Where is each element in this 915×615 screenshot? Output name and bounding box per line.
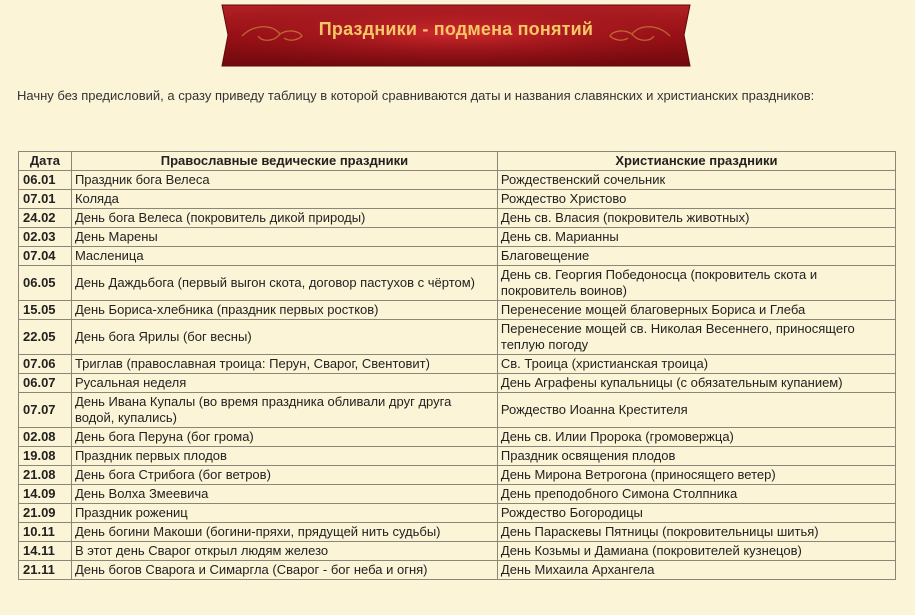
table-row: [19, 561, 896, 580]
christian-holiday-cell: День Михаила Архангела: [497, 561, 895, 580]
slavic-holiday-cell: Праздник рожениц: [71, 504, 497, 523]
slavic-holiday-cell: День бога Перуна (бог грома): [71, 428, 497, 447]
column-header-slavic: Православные ведические праздники: [71, 152, 497, 171]
date-cell: 07.06: [19, 355, 72, 374]
intro-text: Начну без предисловий, а сразу приведу таблицу в которой сравниваются даты и названия славянских и христианских праздников:: [17, 88, 815, 103]
table-row: [19, 428, 896, 447]
table-row: [19, 523, 896, 542]
slavic-holiday-cell: День Марены: [71, 228, 497, 247]
table-row: [19, 393, 896, 428]
table-row: [19, 542, 896, 561]
christian-holiday-cell: Рождественский сочельник: [497, 171, 895, 190]
table-row: [19, 504, 896, 523]
date-cell: 02.08: [19, 428, 72, 447]
slavic-holiday-cell: День богини Макоши (богини-пряхи, прядущей нить судьбы): [71, 523, 497, 542]
slavic-holiday-cell: Коляда: [71, 190, 497, 209]
table-row: [19, 320, 896, 355]
table-header-row: [19, 152, 896, 171]
column-header-christian: Христианские праздники: [497, 152, 895, 171]
page-title: Праздники - подмена понятий: [318, 19, 594, 39]
table-row: [19, 301, 896, 320]
slavic-holiday-cell: В этот день Сварог открыл людям железо: [71, 542, 497, 561]
date-cell: 06.05: [19, 266, 72, 301]
date-cell: 19.08: [19, 447, 72, 466]
christian-holiday-cell: Св. Троица (христианская троица): [497, 355, 895, 374]
date-cell: 15.05: [19, 301, 72, 320]
christian-holiday-cell: День Мирона Ветрогона (приносящего ветер): [497, 466, 895, 485]
date-cell: 21.08: [19, 466, 72, 485]
slavic-holiday-cell: Триглав (православная троица: Перун, Сварог, Свентовит): [71, 355, 497, 374]
slavic-holiday-cell: День бога Стрибога (бог ветров): [71, 466, 497, 485]
slavic-holiday-cell: Русальная неделя: [71, 374, 497, 393]
column-header-date: Дата: [19, 152, 72, 171]
date-cell: 07.07: [19, 393, 72, 428]
title-banner: [218, 2, 694, 68]
date-cell: 06.01: [19, 171, 72, 190]
christian-holiday-cell: День Параскевы Пятницы (покровительницы шитья): [497, 523, 895, 542]
table-row: [19, 228, 896, 247]
slavic-holiday-cell: День Волха Змеевича: [71, 485, 497, 504]
slavic-holiday-cell: День богов Сварога и Симаргла (Сварог - бог неба и огня): [71, 561, 497, 580]
christian-holiday-cell: День св. Власия (покровитель животных): [497, 209, 895, 228]
table-row: [19, 355, 896, 374]
table-row: [19, 247, 896, 266]
christian-holiday-cell: Рождество Христово: [497, 190, 895, 209]
christian-holiday-cell: День св. Георгия Победоносца (покровитель скота и покровитель воинов): [497, 266, 895, 301]
christian-holiday-cell: Перенесение мощей св. Николая Весеннего, приносящего теплую погоду: [497, 320, 895, 355]
table-row: [19, 485, 896, 504]
date-cell: 07.04: [19, 247, 72, 266]
table-body: [19, 171, 896, 580]
christian-holiday-cell: Рождество Иоанна Крестителя: [497, 393, 895, 428]
table-row: [19, 266, 896, 301]
table-row: [19, 374, 896, 393]
slavic-holiday-cell: День Ивана Купалы (во время праздника обливали друг друга водой, купались): [71, 393, 497, 428]
slavic-holiday-cell: День Бориса-хлебника (праздник первых ростков): [71, 301, 497, 320]
date-cell: 21.11: [19, 561, 72, 580]
date-cell: 06.07: [19, 374, 72, 393]
date-cell: 21.09: [19, 504, 72, 523]
christian-holiday-cell: Перенесение мощей благоверных Бориса и Глеба: [497, 301, 895, 320]
date-cell: 24.02: [19, 209, 72, 228]
date-cell: 14.11: [19, 542, 72, 561]
slavic-holiday-cell: День Даждьбога (первый выгон скота, договор пастухов с чёртом): [71, 266, 497, 301]
table-row: [19, 190, 896, 209]
date-cell: 22.05: [19, 320, 72, 355]
christian-holiday-cell: Рождество Богородицы: [497, 504, 895, 523]
holidays-table: [18, 151, 896, 580]
slavic-holiday-cell: День бога Велеса (покровитель дикой природы): [71, 209, 497, 228]
table-row: [19, 466, 896, 485]
slavic-holiday-cell: Праздник первых плодов: [71, 447, 497, 466]
slavic-holiday-cell: День бога Ярилы (бог весны): [71, 320, 497, 355]
christian-holiday-cell: День Аграфены купальницы (с обязательным купанием): [497, 374, 895, 393]
table-row: [19, 171, 896, 190]
date-cell: 14.09: [19, 485, 72, 504]
date-cell: 10.11: [19, 523, 72, 542]
christian-holiday-cell: Праздник освящения плодов: [497, 447, 895, 466]
slavic-holiday-cell: Праздник бога Велеса: [71, 171, 497, 190]
slavic-holiday-cell: Масленица: [71, 247, 497, 266]
christian-holiday-cell: День св. Марианны: [497, 228, 895, 247]
table-row: [19, 209, 896, 228]
christian-holiday-cell: День Козьмы и Дамиана (покровителей кузнецов): [497, 542, 895, 561]
christian-holiday-cell: День св. Илии Пророка (громовержца): [497, 428, 895, 447]
christian-holiday-cell: День преподобного Симона Столпника: [497, 485, 895, 504]
table-row: [19, 447, 896, 466]
date-cell: 02.03: [19, 228, 72, 247]
christian-holiday-cell: Благовещение: [497, 247, 895, 266]
date-cell: 07.01: [19, 190, 72, 209]
